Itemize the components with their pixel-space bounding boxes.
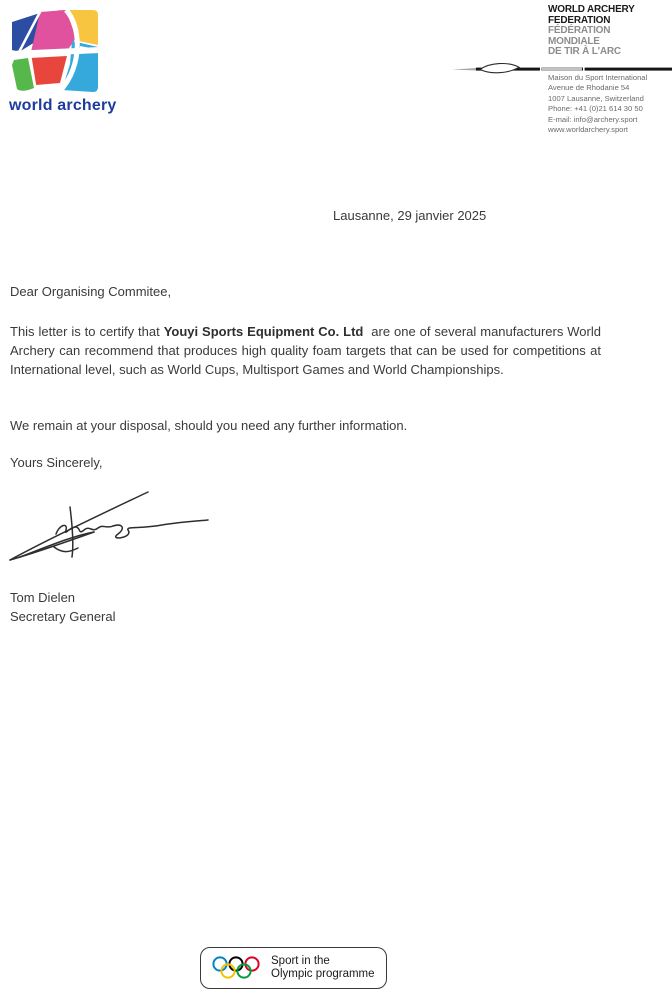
- org-name-en-line2: FEDERATION: [548, 14, 611, 26]
- org-name-fr-line3: DE TIR À L'ARC: [548, 46, 621, 57]
- org-name-fr-line1: FÉDÉRATION: [548, 25, 611, 36]
- signer-title: Secretary General: [10, 609, 116, 624]
- logo-wordmark: world archery: [9, 97, 117, 114]
- badge-text: [271, 955, 375, 982]
- closing-line: Yours Sincerely,: [10, 455, 103, 470]
- address-phone: Phone: +41 (0)21 614 30 50: [548, 104, 643, 114]
- olympic-rings-icon: [212, 955, 260, 981]
- badge-text-line1: Sport in the: [271, 954, 330, 967]
- address-website: www.worldarchery.sport: [548, 125, 629, 135]
- address-line: Maison du Sport International: [548, 73, 648, 82]
- body-paragraph: [10, 322, 605, 379]
- letterhead-org-block: [548, 5, 668, 58]
- dateline: Lausanne, 29 janvier 2025: [333, 208, 487, 223]
- world-archery-logo-icon: [10, 8, 100, 96]
- address-line: Avenue de Rhodanie 54: [548, 83, 630, 93]
- signature: [4, 483, 216, 569]
- address-email: E-mail: info@archery.sport: [548, 114, 638, 124]
- company-name: Youyi Sports Equipment Co. Ltd: [163, 324, 364, 339]
- olympic-programme-badge: [200, 947, 387, 989]
- badge-text-line2: Olympic programme: [271, 968, 375, 980]
- address-line: 1007 Lausanne, Switzerland: [548, 93, 644, 103]
- letterhead-address: [548, 73, 672, 135]
- org-name-en-line1: WORLD ARCHERY: [548, 4, 635, 15]
- body-paragraph-2: We remain at your disposal, should you need any further information.: [10, 418, 408, 433]
- salutation: Dear Organising Commitee,: [10, 284, 172, 299]
- signer-name: Tom Dielen: [10, 590, 76, 605]
- body-text-after: are one of several manufacturers World Archery can recommend that produces high quality foam targets that can be used for competitions at International level, such as World Cups, Multisport Games and World Championships.: [10, 324, 605, 377]
- body-text-before: This letter is to certify that: [10, 324, 164, 339]
- org-name-fr-line2: MONDIALE: [548, 35, 600, 47]
